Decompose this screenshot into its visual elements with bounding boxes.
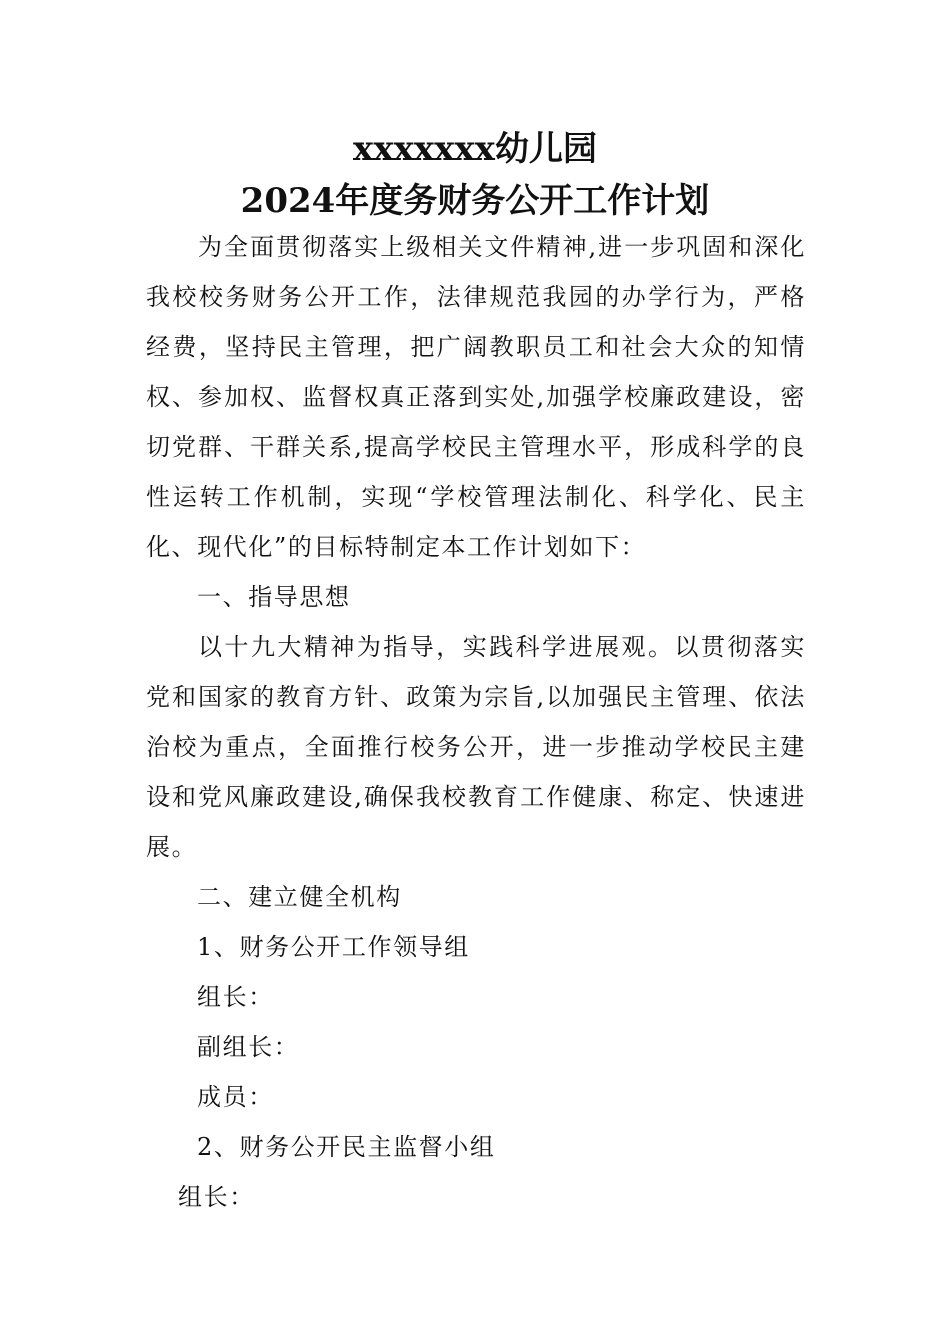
section2-heading: 二、建立健全机构 xyxy=(197,883,402,911)
group2-leader-label: 组长： xyxy=(178,1183,255,1211)
group1-heading: 1、财务公开工作领导组 xyxy=(197,933,470,961)
intro-paragraph: 为全面贯彻落实上级相关文件精神,进一步巩固和深化我校校务财务公开工作，法律规范我园的办学行为，严格经费，坚持民主管理，把广阔教职员工和社会大众的知情权、参加权、监督权真正落到实处,加强学校廉政建设，密切党群、干群关系,提高学校民主管理水平，形成科学的良性运转工作机制，实现“学校管理法制化、科学化、民主化、现代化”的目标特制定本工作计划如下： xyxy=(146,233,806,561)
group1-deputy-label: 副组长： xyxy=(197,1033,300,1061)
document-title-line1: xxxxxxx幼儿园 xyxy=(353,129,597,169)
group2-heading: 2、财务公开民主监督小组 xyxy=(197,1133,496,1161)
document-title-line2: 2024年度务财务公开工作计划 xyxy=(240,181,710,221)
section1-body: 以十九大精神为指导，实践科学进展观。以贯彻落实党和国家的教育方针、政策为宗旨,以加强民主管理、依法治校为重点，全面推行校务公开，进一步推动学校民主建设和党风廉政建设,确保我校教育工作健康、称定、快速进展。 xyxy=(146,633,806,861)
group1-leader-label: 组长： xyxy=(197,983,274,1011)
group1-members-label: 成员： xyxy=(197,1083,274,1111)
section1-heading: 一、指导思想 xyxy=(197,583,351,611)
